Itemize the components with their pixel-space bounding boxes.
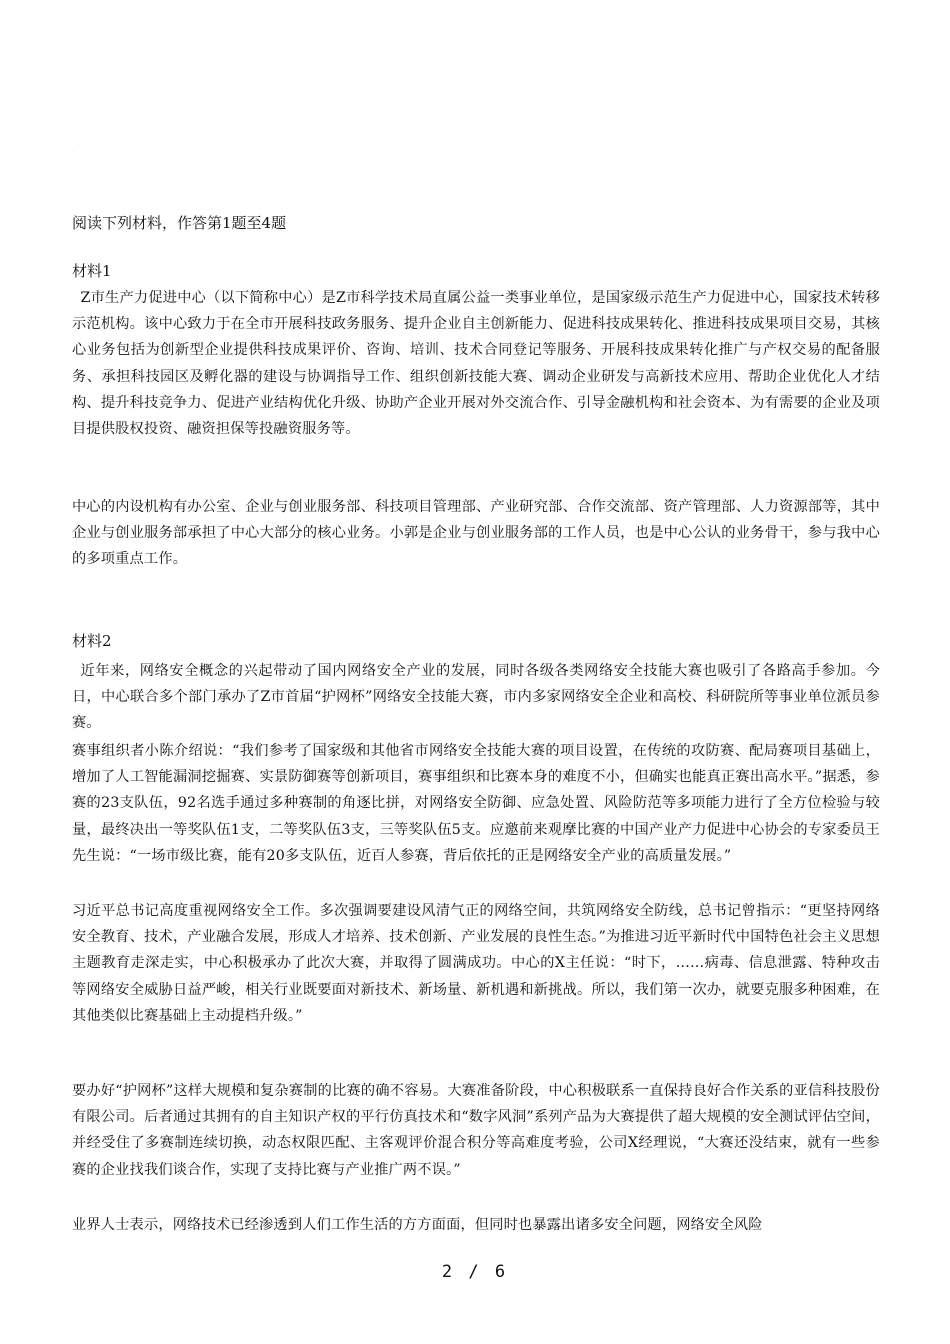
material2-paragraph: 赛事组织者小陈介绍说：“我们参考了国家级和其他省市网络安全技能大赛的项目设置，在传统的攻防赛、配局赛项目基础上，增加了人工智能漏洞挖掘赛、实景防御赛等创新项目，赛事组织和比赛本身的难度不小，但确实也能真正赛出高水平。”据悉，参赛的23支队伍，92名选手通过多种赛制的角逐比拼，对网络安全防御、应急处置、风险防范等多项能力进行了全方位检验与较量，最终决出一等奖队伍1支，二等奖队伍3支，三等奖队伍5支。应邀前来观摩比赛的中国产业产力促进中心协会的专家委员王先生说：“一场市级比赛，能有20多支队伍，近百人参赛，背后依托的正是网络安全产业的高质量发展。”: [72, 743, 880, 864]
material2-paragraph: 习近平总书记高度重视网络安全工作。多次强调要建设风清气正的网络空间，共筑网络安全防线，总书记曾指示：“更坚持网络安全教育、技术，产业融合发展，形成人才培养、技术创新、产业发展的良性生态。”为推进习近平新时代中国特色社会主义思想主题教育走深走实，中心积极承办了此次大赛，并取得了圆满成功。中心的X主任说：“时下，……病毒、信息泄露、特种攻击等网络安全威胁日益严峻，相关行业既要面对新技术、新场量、新机遇和新挑战。所以，我们第一次办，就要克服多种困难，在其他类似比赛基础上主动提档升级。”: [72, 903, 880, 1024]
material2-paragraph: 业界人士表示，网络技术已经渗透到人们工作生活的方方面面，但同时也暴露出诸多安全问题，网络安全风险: [72, 1217, 763, 1233]
material2-paragraph: 要办好“护网杯”这样大规模和复杂赛制的比赛的确不容易。大赛准备阶段，中心积极联系一直保持良好合作关系的亚信科技股份有限公司。后者通过其拥有的自主知识产权的平行仿真技术和“数字风洞”系列产品为大赛提供了超大规模的安全测试评估空间，并经受住了多赛制连续切换，动态权限匹配、主客观评价混合积分等高难度考验，公司X经理说，“大赛还没结束，就有一些参赛的企业找我们谈合作，实现了支持比赛与产业推广两不误。”: [72, 1083, 880, 1178]
material1-paragraph: 中心的内设机构有办公室、企业与创业服务部、科技项目管理部、产业研究部、合作交流部、资产管理部、人力资源部等，其中企业与创业服务部承担了中心大部分的核心业务。小郭是企业与创业服务部的工作人员，也是中心公认的业务骨干，参与我中心的多项重点工作。: [72, 499, 880, 568]
watermark: [738, 124, 777, 155]
watermark: [398, 124, 437, 155]
material2-label: 材料2: [72, 632, 112, 650]
material1-label: 材料1: [72, 262, 112, 280]
question-instruction: 阅读下列材料，作答第1题至4题: [72, 214, 287, 232]
material2-paragraph: 近年来，网络安全概念的兴起带动了国内网络安全产业的发展，同时各级各类网络安全技能大赛也吸引了各路高手参加。今日，中心联合多个部门承办了Z市首届“护网杯”网络安全技能大赛，市内多家网络安全企业和高校、科研院所等事业单位派员参赛。: [72, 663, 880, 732]
page-number: 2 / 6: [441, 1262, 509, 1282]
material1-paragraph: Z市生产力促进中心（以下简称中心）是Z市科学技术局直属公益一类事业单位，是国家级示范生产力促进中心，国家技术转移示范机构。该中心致力于在全市开展科技政务服务、提升企业自主创新能力、促进科技成果转化、推进科技成果项目交易，其核心业务包括为创新型企业提供科技成果评价、咨询、培训、技术合同登记等服务、开展科技成果转化推广与产权交易的配备服务、承担科技园区及孵化器的建设与协调指导工作、组织创新技能大赛、调动企业研发与高新技术应用、帮助企业优化人才结构、提升科技竞争力、促进产业结构优化升级、协助产企业开展对外交流合作、引导金融机构和社会资本、为有需要的企业及项目提供股权投资、融资担保等投融资服务等。: [72, 290, 880, 438]
watermark: [58, 134, 97, 165]
